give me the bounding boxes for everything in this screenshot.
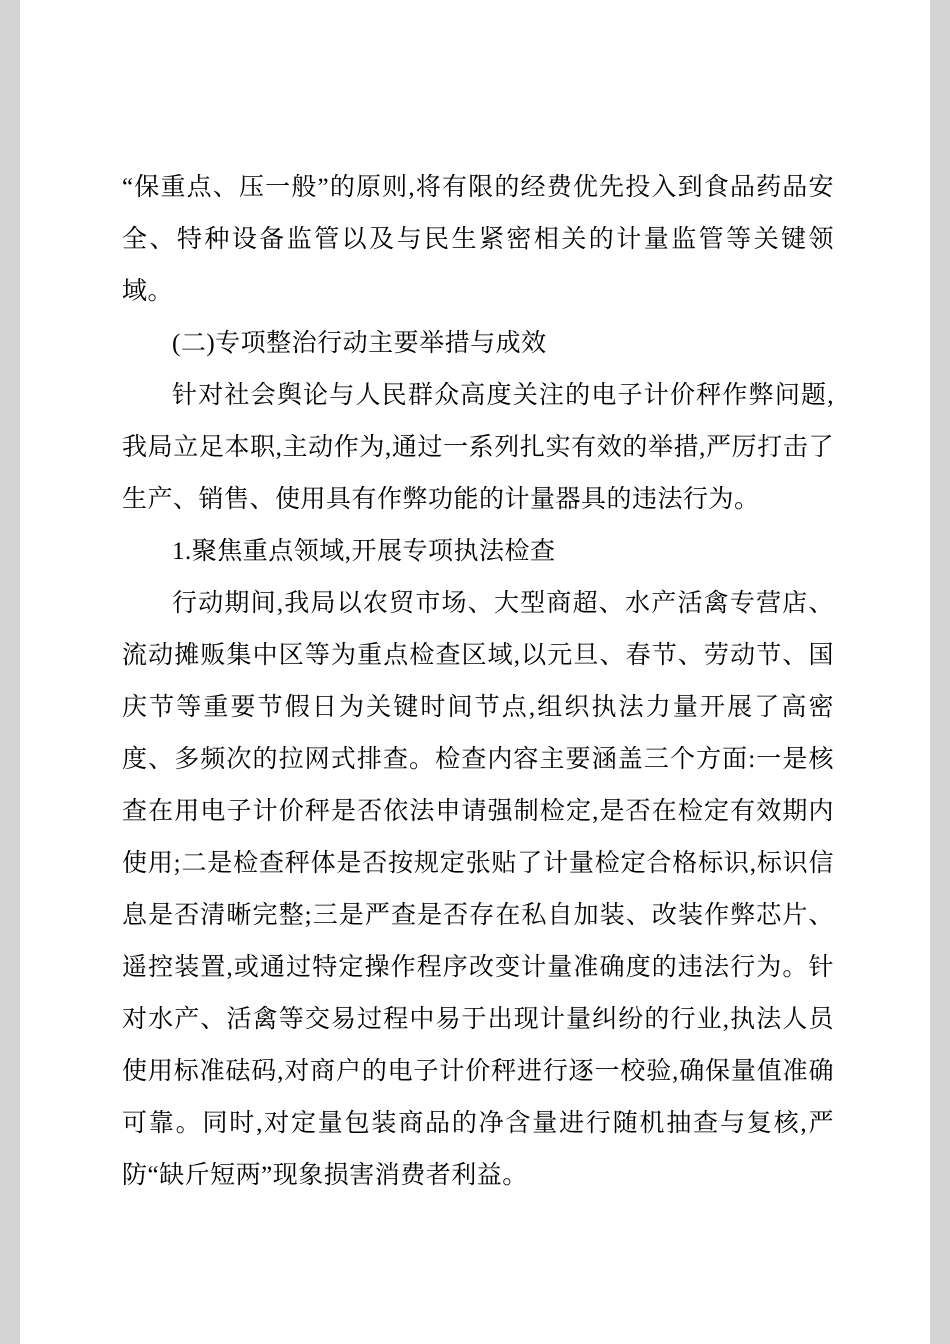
subsection-heading: 1.聚焦重点领域,开展专项执法检查 — [172, 538, 556, 565]
document-body — [122, 162, 834, 1202]
paragraph-continuation: “保重点、压一般”的原则,将有限的经费优先投入到食品药品安全、特种设备监管以及与民生紧密相关的计量监管等关键领域。 — [122, 174, 834, 305]
section-heading: (二)专项整治行动主要举措与成效 — [172, 330, 547, 357]
paragraph: 针对社会舆论与人民群众高度关注的电子计价秤作弊问题,我局立足本职,主动作为,通过一系列扎实有效的举措,严厉打击了生产、销售、使用具有作弊功能的计量器具的违法行为。 — [122, 382, 834, 513]
paragraph: 行动期间,我局以农贸市场、大型商超、水产活禽专营店、流动摊贩集中区等为重点检查区域,以元旦、春节、劳动节、国庆节等重要节假日为关键时间节点,组织执法力量开展了高密度、多频次的拉网式排查。检查内容主要涵盖三个方面:一是核查在用电子计价秤是否依法申请强制检定,是否在检定有效期内使用;二是检查秤体是否按规定张贴了计量检定合格标识,标识信息是否清晰完整;三是严查是否存在私自加装、改装作弊芯片、遥控装置,或通过特定操作程序改变计量准确度的违法行为。针对水产、活禽等交易过程中易于出现计量纠纷的行业,执法人员使用标准砝码,对商户的电子计价秤进行逐一校验,确保量值准确可靠。同时,对定量包装商品的净含量进行随机抽查与复核,严防“缺斤短两”现象损害消费者利益。 — [122, 590, 834, 1189]
right-margin-strip — [930, 0, 950, 1344]
left-margin-strip — [0, 0, 20, 1344]
document-page — [20, 0, 930, 1344]
